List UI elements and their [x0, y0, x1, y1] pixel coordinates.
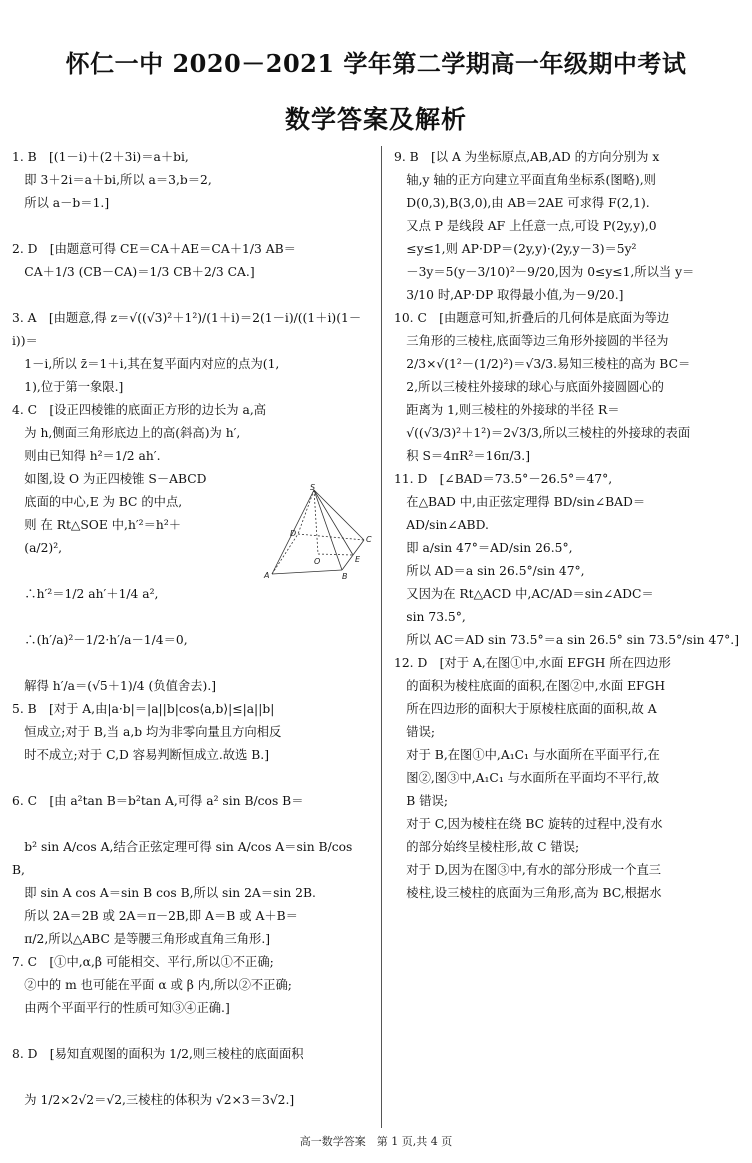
- answer-line: 3/10 时,AP·DP 取得最小值,为－9/20.]: [394, 288, 624, 302]
- answer-line: 即 sin A cos A＝sin B cos B,所以 sin 2A＝sin 2B.: [12, 886, 316, 900]
- label-A: A: [264, 571, 270, 580]
- answer-line: 所以 a－b＝1.]: [12, 196, 110, 210]
- answer-line: 又因为在 Rt△ACD 中,AC/AD＝sin∠ADC＝: [394, 587, 654, 601]
- right-column: [394, 146, 742, 905]
- label-E: E: [355, 555, 361, 564]
- answer-line: 错误;: [394, 725, 436, 739]
- answer-line: 2. D [由题意可得 CE＝CA＋AE＝CA＋1/3 AB＝: [12, 242, 296, 256]
- answer-line: 所以 AC＝AD sin 73.5°＝a sin 26.5° sin 73.5°/sin 47°.]: [394, 633, 739, 647]
- answer-line: 12. D [对于 A,在图①中,水面 EFGH 所在四边形: [394, 656, 671, 670]
- answer-line: B 错误;: [394, 794, 448, 808]
- answer-line: 10. C [由题意可知,折叠后的几何体是底面为等边: [394, 311, 670, 325]
- answer-line: 即 3＋2i＝a＋bi,所以 a＝3,b＝2,: [12, 173, 212, 187]
- answer-line: 为 1/2×2√2＝√2,三棱柱的体积为 √2×3＝3√2.]: [12, 1093, 295, 1107]
- answer-line: ∴h′²＝1/2 ah′＋1/4 a²,: [12, 587, 159, 601]
- answer-line: 的面积为棱柱底面的面积,在图②中,水面 EFGH: [394, 679, 666, 693]
- answer-line: 5. B [对于 A,由|a·b|＝|a||b|cos⟨a,b⟩|≤|a||b|: [12, 702, 275, 716]
- answer-line: ②中的 m 也可能在平面 α 或 β 内,所以②不正确;: [12, 978, 292, 992]
- answer-line: 则由已知得 h²＝1/2 ah′.: [12, 449, 161, 463]
- answer-line: 即 a/sin 47°＝AD/sin 26.5°,: [394, 541, 573, 555]
- answer-line: 底面的中心,E 为 BC 的中点,: [12, 495, 183, 509]
- answer-line: sin 73.5°,: [394, 610, 466, 624]
- answer-line: 2/3×√(1²－(1/2)²)＝√3/3.易知三棱柱的高为 BC＝: [394, 357, 691, 371]
- answer-line: 轴,y 轴的正方向建立平面直角坐标系(图略),则: [394, 173, 656, 187]
- answer-line: 11. D [∠BAD＝73.5°－26.5°＝47°,: [394, 472, 613, 486]
- answer-line: 棱柱,设三棱柱的底面为三角形,高为 BC,根据水: [394, 886, 662, 900]
- answer-line: [12, 813, 368, 836]
- left-column: [12, 146, 368, 1112]
- answer-line: 4. C [设正四棱锥的底面正方形的边长为 a,高: [12, 403, 267, 417]
- answer-line: ∴(h′/a)²－1/2·h′/a－1/4＝0,: [12, 633, 188, 647]
- answer-line: 图②,图③中,A₁C₁ 与水面所在平面均不平行,故: [394, 771, 660, 785]
- answer-line: π/2,所以△ABC 是等腰三角形或直角三角形.]: [12, 932, 271, 946]
- answer-line: 三角形的三棱柱,底面等边三角形外接圆的半径为: [394, 334, 669, 348]
- answer-line: 如图,设 O 为正四棱锥 S－ABCD: [12, 472, 207, 486]
- answer-line: 所在四边形的面积大于原棱柱底面的面积,故 A: [394, 702, 657, 716]
- answer-line: 对于 B,在图①中,A₁C₁ 与水面所在平面平行,在: [394, 748, 660, 762]
- answer-line: 由两个平面平行的性质可知③④正确.]: [12, 1001, 230, 1015]
- answer-line: 对于 D,因为在图③中,有水的部分形成一个直三: [394, 863, 662, 877]
- answer-line: (a/2)²,: [12, 541, 63, 555]
- answer-line: 1),位于第一象限.]: [12, 380, 124, 394]
- answer-line: [12, 1066, 368, 1089]
- answer-line: 时不成立;对于 C,D 容易判断恒成立.故选 B.]: [12, 748, 270, 762]
- answer-line: [12, 1020, 368, 1043]
- answer-line: 所以 2A＝2B 或 2A＝π－2B,即 A＝B 或 A＋B＝: [12, 909, 298, 923]
- answer-line: D(0,3),B(3,0),由 AB＝2AE 可求得 F(2,1).: [394, 196, 650, 210]
- answer-line: 为 h,侧面三角形底边上的高(斜高)为 h′,: [12, 426, 241, 440]
- answer-line: CA＋1/3 (CB－CA)＝1/3 CB＋2/3 CA.]: [12, 265, 255, 279]
- answer-line: 恒成立;对于 B,当 a,b 均为非零向量且方向相反: [12, 725, 282, 739]
- answer-line: [12, 652, 368, 675]
- answer-line: b² sin A/cos A,结合正弦定理可得 sin A/cos A＝sin B/cos B,: [12, 840, 353, 877]
- label-S: S: [310, 484, 316, 492]
- label-C: C: [366, 535, 372, 544]
- answer-line: [12, 606, 368, 629]
- answer-line: 则 在 Rt△SOE 中,h′²＝h²＋: [12, 518, 182, 532]
- answer-line: [12, 767, 368, 790]
- answer-line: 的部分始终呈棱柱形,故 C 错误;: [394, 840, 580, 854]
- label-B: B: [342, 572, 348, 581]
- page-footer: 高一数学答案 第 1 页,共 4 页: [299, 1135, 453, 1148]
- answer-line: 9. B [以 A 为坐标原点,AB,AD 的方向分别为 x: [394, 150, 660, 164]
- answer-line: 距离为 1,则三棱柱的外接球的半径 R＝: [394, 403, 620, 417]
- answer-line: 7. C [①中,α,β 可能相交、平行,所以①不正确;: [12, 955, 274, 969]
- answer-line: 对于 C,因为棱柱在绕 BC 旋转的过程中,没有水: [394, 817, 663, 831]
- page-title: 怀仁一中 2020－2021 学年第二学期高一年级期中考试: [65, 49, 687, 78]
- answer-line: ≤y≤1,则 AP·DP＝(2y,y)·(2y,y－3)＝5y²: [394, 242, 637, 256]
- answer-line: 1. B [(1－i)＋(2＋3i)＝a＋bi,: [12, 150, 189, 164]
- answer-line: 6. C [由 a²tan B＝b²tan A,可得 a² sin B/cos B＝: [12, 794, 304, 808]
- label-D: D: [290, 529, 297, 538]
- answer-line: －3y＝5(y－3/10)²－9/20,因为 0≤y≤1,所以当 y＝: [394, 265, 695, 279]
- pyramid-figure: [258, 484, 378, 584]
- answer-line: AD/sin∠ABD.: [394, 518, 489, 532]
- answer-line: 积 S＝4πR²＝16π/3.]: [394, 449, 531, 463]
- label-O: O: [314, 557, 321, 566]
- answer-line: 所以 AD＝a sin 26.5°/sin 47°,: [394, 564, 585, 578]
- answer-line: 2,所以三棱柱外接球的球心与底面外接圆圆心的: [394, 380, 664, 394]
- answer-line: [12, 284, 368, 307]
- answer-line: √((√3/3)²＋1²)＝2√3/3,所以三棱柱的外接球的表面: [394, 426, 691, 440]
- answer-line: [12, 215, 368, 238]
- answer-line: 3. A [由题意,得 z＝√((√3)²＋1²)/(1＋i)＝2(1－i)/((1＋i)(1－i))＝: [12, 311, 362, 348]
- answer-line: 1－i,所以 z̄＝1＋i,其在复平面内对应的点为(1,: [12, 357, 280, 371]
- answer-line: 8. D [易知直观图的面积为 1/2,则三棱柱的底面面积: [12, 1047, 304, 1061]
- page-subtitle: 数学答案及解析: [284, 105, 467, 134]
- column-divider: [381, 146, 382, 1128]
- answer-line: 又点 P 是线段 AF 上任意一点,可设 P(2y,y),0: [394, 219, 657, 233]
- answer-line: 解得 h′/a＝(√5＋1)/4 (负值舍去).]: [12, 679, 217, 693]
- answer-line: 在△BAD 中,由正弦定理得 BD/sin∠BAD＝: [394, 495, 646, 509]
